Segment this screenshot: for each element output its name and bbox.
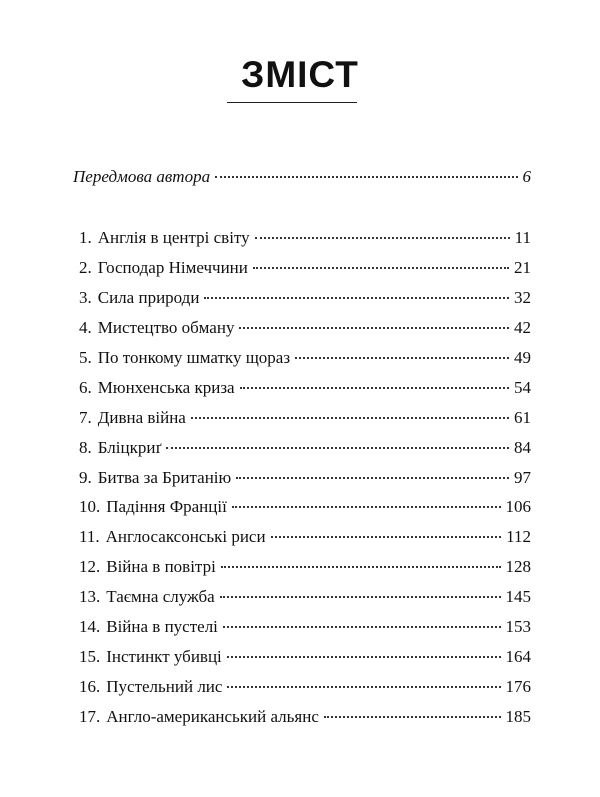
dot-leader	[239, 326, 509, 329]
toc-entry-label: Таємна служба	[106, 587, 215, 606]
toc-entry-label: По тонкому шматку щораз	[97, 348, 291, 367]
toc-entry[interactable]	[79, 705, 531, 729]
chapter-number: 2.	[79, 258, 92, 277]
dot-leader	[236, 476, 509, 479]
chapter-number: 3.	[79, 288, 92, 307]
toc-entry-page: 97	[514, 468, 531, 487]
toc-entry-label: Війна в повітрі	[106, 557, 216, 576]
toc-entry-page: 176	[505, 677, 531, 696]
toc-entry-page: 128	[505, 557, 531, 576]
toc-entry[interactable]	[79, 256, 531, 280]
toc-entry-page: 42	[514, 318, 531, 337]
toc-entry-page: 21	[514, 258, 531, 277]
toc-entry-page: 84	[514, 438, 531, 457]
dot-leader	[191, 416, 509, 419]
toc-entry[interactable]	[79, 466, 531, 490]
toc-entry-preface[interactable]	[73, 165, 531, 189]
dot-leader	[295, 356, 509, 359]
toc-entry-page: 32	[514, 288, 531, 307]
dot-leader	[204, 296, 509, 299]
toc-entry-label: Пустельний лис	[106, 677, 223, 696]
toc-entry-page: 106	[505, 497, 531, 516]
dot-leader	[223, 625, 501, 628]
dot-leader	[221, 565, 501, 568]
dot-leader	[227, 655, 501, 658]
toc-entry[interactable]	[79, 436, 531, 460]
toc-entry-label: Дивна війна	[97, 408, 186, 427]
chapter-number: 1.	[79, 228, 92, 247]
toc-entry-page: 54	[514, 378, 531, 397]
chapter-number: 16.	[79, 677, 101, 696]
toc-entry-label: Мистецтво обману	[97, 318, 235, 337]
toc-entry-label: Англія в центрі світу	[97, 228, 250, 247]
dot-leader	[166, 446, 509, 449]
toc-entry-label: Господар Німеччини	[97, 258, 248, 277]
toc-entry-page: 61	[514, 408, 531, 427]
toc-entry-label: Англосаксонські риси	[105, 527, 266, 546]
toc-entry-page: 153	[505, 617, 531, 636]
toc-entry[interactable]	[79, 226, 531, 250]
toc-entry-label: Інстинкт убивці	[106, 647, 222, 666]
dot-leader	[232, 505, 501, 508]
dot-leader	[324, 715, 501, 718]
toc-entry-page: 164	[505, 647, 531, 666]
toc-entry-page: 145	[505, 587, 531, 606]
toc-entry-page: 185	[505, 707, 531, 726]
toc-entry-page: 11	[514, 228, 531, 247]
chapter-number: 9.	[79, 468, 92, 487]
toc-entry-page: 6	[522, 167, 531, 186]
dot-leader	[271, 535, 502, 538]
toc-entry-page: 112	[506, 527, 531, 546]
toc-entry-label: Передмова автора	[73, 167, 211, 186]
toc-entry-label: Битва за Британію	[97, 468, 232, 487]
toc-entry[interactable]	[79, 615, 531, 639]
toc-entry-label: Бліцкриґ	[97, 438, 162, 457]
toc-entry[interactable]	[79, 675, 531, 699]
dot-leader	[220, 595, 501, 598]
toc-entry-label: Мюнхенська криза	[97, 378, 235, 397]
chapter-number: 6.	[79, 378, 92, 397]
chapter-number: 5.	[79, 348, 92, 367]
dot-leader	[215, 175, 517, 178]
dot-leader	[240, 386, 509, 389]
toc-entry[interactable]	[79, 316, 531, 340]
dot-leader	[227, 685, 500, 688]
toc-entry[interactable]	[79, 346, 531, 370]
toc-entry-label: Англо-американський альянс	[106, 707, 319, 726]
toc-entry-page: 49	[514, 348, 531, 367]
toc-entry[interactable]	[79, 585, 531, 609]
chapter-number: 11.	[79, 527, 100, 546]
toc-entry-label: Війна в пустелі	[106, 617, 218, 636]
toc-entry[interactable]	[79, 555, 531, 579]
chapter-number: 14.	[79, 617, 101, 636]
toc-entry[interactable]	[79, 645, 531, 669]
chapter-number: 7.	[79, 408, 92, 427]
toc-entry[interactable]	[79, 286, 531, 310]
toc-entry[interactable]	[79, 406, 531, 430]
toc-entry[interactable]	[79, 525, 531, 549]
chapter-number: 4.	[79, 318, 92, 337]
chapter-number: 17.	[79, 707, 101, 726]
chapter-number: 8.	[79, 438, 92, 457]
dot-leader	[253, 266, 509, 269]
toc-entry-label: Сила природи	[97, 288, 200, 307]
toc-entry[interactable]	[79, 376, 531, 400]
page-title: ЗМІСТ	[241, 54, 359, 95]
chapter-number: 12.	[79, 557, 101, 576]
chapter-number: 10.	[79, 497, 101, 516]
toc-entry-label: Падіння Франції	[106, 497, 227, 516]
toc-entry[interactable]	[79, 495, 531, 519]
chapter-number: 13.	[79, 587, 101, 606]
title-underline	[227, 102, 357, 103]
dot-leader	[255, 236, 510, 239]
chapter-number: 15.	[79, 647, 101, 666]
